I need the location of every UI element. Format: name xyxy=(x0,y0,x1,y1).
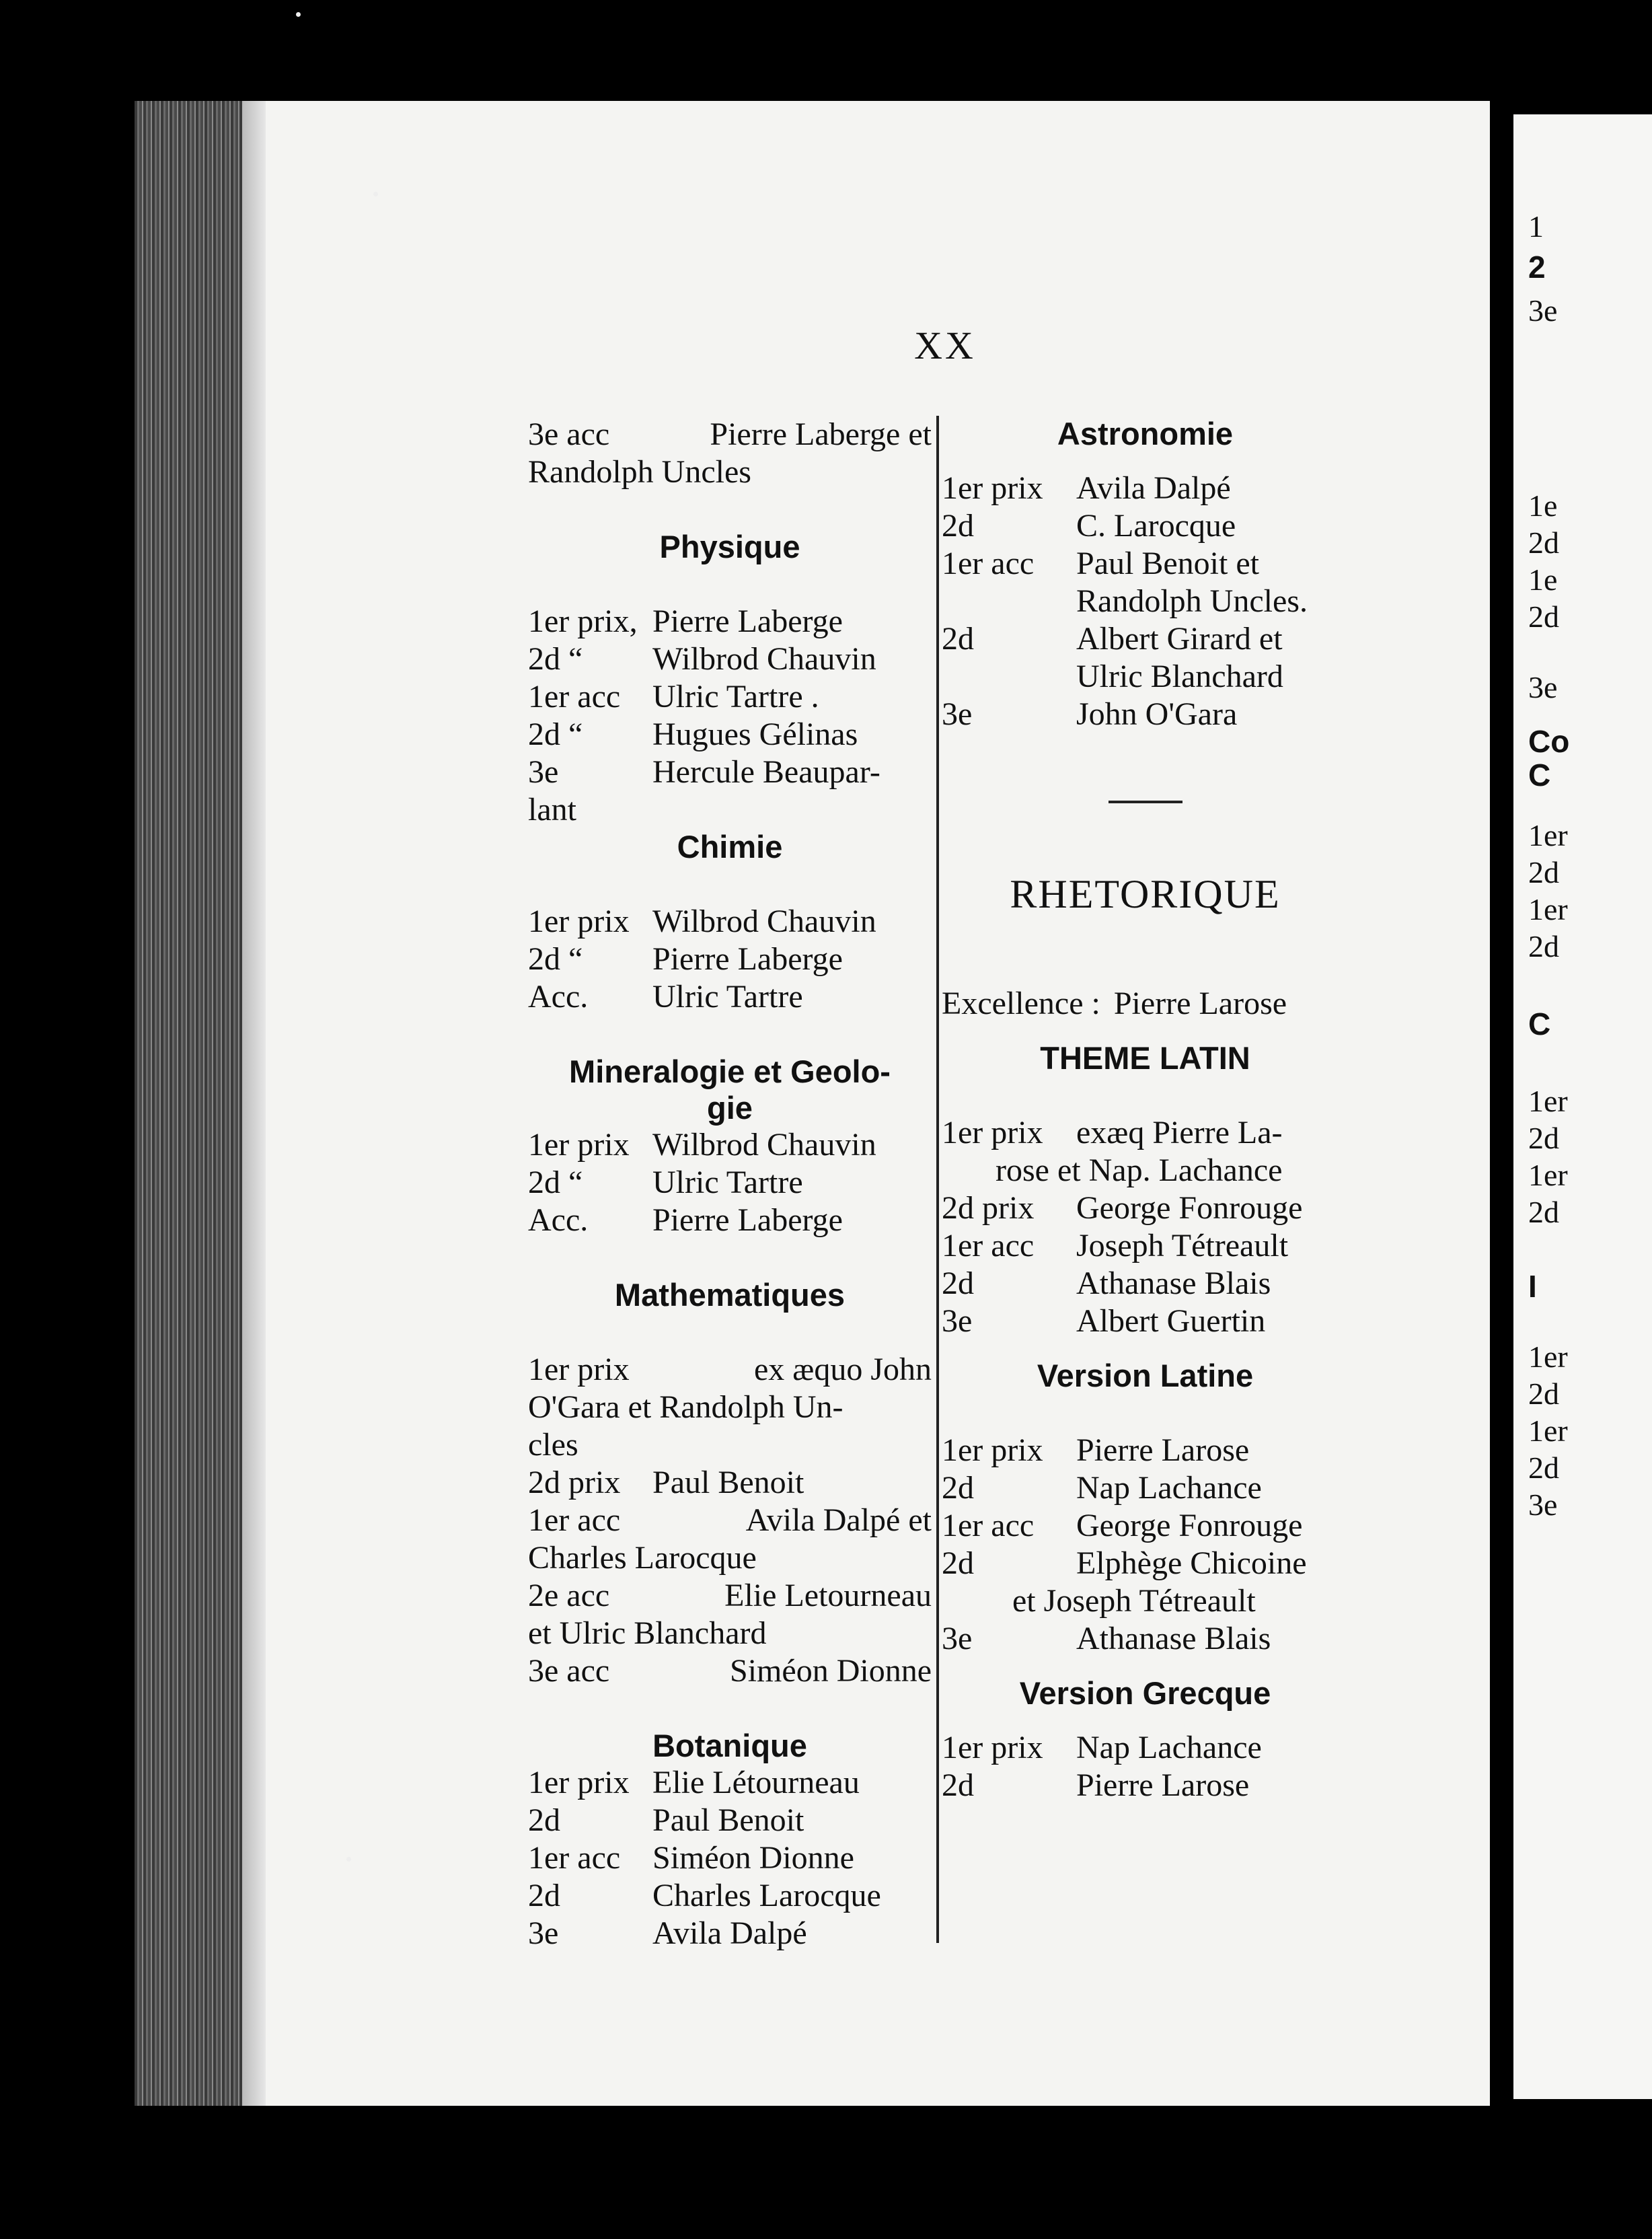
list-item xyxy=(528,1652,932,1690)
list-item xyxy=(942,1265,1349,1302)
prize-rank: 2d xyxy=(942,1767,974,1803)
list-item xyxy=(528,1577,932,1615)
list-item xyxy=(942,1189,1349,1227)
fragment-text: 1e xyxy=(1528,562,1558,597)
list-item xyxy=(528,1877,932,1915)
prize-winner: Elie Létourneau xyxy=(652,1765,860,1800)
list-item xyxy=(942,545,1349,583)
list-item xyxy=(528,978,932,1016)
prize-rank: 2d “ xyxy=(528,1165,583,1200)
prize-winner: Albert Girard et xyxy=(1076,621,1283,657)
prize-rank: 1er acc xyxy=(942,1508,1035,1543)
fragment-text: 1er xyxy=(1528,1084,1568,1118)
prize-winner: Pierre Larose xyxy=(1113,986,1287,1021)
prize-winner: cles xyxy=(528,1427,578,1463)
list-item xyxy=(528,640,932,678)
prize-rank: Acc. xyxy=(528,979,589,1015)
column-divider xyxy=(936,416,939,1943)
list-item xyxy=(942,1152,1349,1189)
list-item xyxy=(528,603,932,640)
prize-winner: George Fonrouge xyxy=(1076,1508,1303,1543)
page-edge xyxy=(242,101,269,2106)
prize-rank: 1er prix xyxy=(528,1765,630,1800)
list-item xyxy=(942,1620,1349,1658)
prize-rank: 2d xyxy=(942,508,974,544)
prize-winner: lant xyxy=(528,792,576,828)
section-title-astronomie: Astronomie xyxy=(1057,416,1234,451)
prize-rank: 1er acc xyxy=(528,1502,621,1538)
prize-rank: 2d xyxy=(528,1878,560,1913)
prize-rank: 3e xyxy=(942,1621,973,1656)
list-item xyxy=(528,678,932,716)
prize-winner: Nap Lachance xyxy=(1076,1730,1262,1765)
section-title-chimie: Chimie xyxy=(677,829,783,865)
section-title-physique: Physique xyxy=(659,529,800,564)
list-item xyxy=(528,1539,932,1577)
fragment-text: 1er xyxy=(1528,818,1568,852)
list-item xyxy=(942,1767,1349,1804)
list-item xyxy=(528,1502,932,1539)
section-title-mineralogie: Mineralogie et Geolo- xyxy=(569,1054,891,1089)
list-item xyxy=(528,1389,932,1426)
fragment-text: 2d xyxy=(1528,855,1559,889)
list-item xyxy=(528,791,932,829)
prize-winner: Paul Benoit et xyxy=(1076,546,1259,581)
prize-winner: et Ulric Blanchard xyxy=(528,1615,767,1651)
prize-rank: 2d “ xyxy=(528,717,583,752)
section-title-theme-latin: THEME LATIN xyxy=(1040,1040,1250,1076)
list-item xyxy=(528,1164,932,1202)
list-item xyxy=(528,1802,932,1839)
fragment-text: C xyxy=(1528,1006,1551,1041)
prize-winner: Ulric Tartre xyxy=(652,979,803,1015)
list-item xyxy=(528,941,932,978)
prize-rank: 2d xyxy=(942,1545,974,1581)
fragment-text: 3e xyxy=(1528,670,1558,704)
fragment-text: I xyxy=(1528,1269,1537,1304)
prize-rank: 3e xyxy=(942,696,973,732)
prize-rank: 3e xyxy=(942,1303,973,1339)
prize-winner: O'Gara et Randolph Un- xyxy=(528,1389,843,1425)
list-item xyxy=(942,1582,1349,1620)
list-item xyxy=(942,470,1349,507)
section-title-rhetorique: RHETORIQUE xyxy=(1010,872,1281,916)
prize-winner: Randolph Uncles. xyxy=(1076,583,1308,619)
list-item xyxy=(528,1764,932,1802)
prize-winner: Siméon Dionne xyxy=(652,1840,854,1876)
list-item xyxy=(528,903,932,941)
fragment-text: 2d xyxy=(1528,1195,1559,1229)
prize-winner: John O'Gara xyxy=(1076,696,1238,732)
prize-winner: Hercule Beaupar- xyxy=(652,754,880,790)
fragment-text: 2d xyxy=(1528,1451,1559,1485)
list-item xyxy=(942,507,1349,545)
prize-rank: 2d xyxy=(942,1265,974,1301)
adjacent-page-fragment xyxy=(1513,114,1652,2099)
list-item xyxy=(528,1426,932,1464)
list-item xyxy=(942,1507,1349,1545)
prize-rank: 2d prix xyxy=(942,1190,1035,1226)
prize-rank: 1er prix xyxy=(942,1432,1043,1468)
list-item xyxy=(528,1615,932,1652)
list-item xyxy=(528,1839,932,1877)
prize-winner: Hugues Gélinas xyxy=(652,717,858,752)
scan-speck xyxy=(346,1857,351,1862)
prize-rank: 2d xyxy=(942,621,974,657)
prize-rank: 1er prix xyxy=(942,1115,1043,1150)
prize-rank: 3e acc xyxy=(528,416,610,452)
prize-winner: Wilbrod Chauvin xyxy=(652,1127,876,1163)
prize-winner: rose et Nap. Lachance xyxy=(996,1152,1283,1188)
prize-rank: 2d “ xyxy=(528,941,583,977)
prize-winner: Pierre Larose xyxy=(1076,1432,1250,1468)
fragment-text: 1er xyxy=(1528,892,1568,926)
prize-rank: 2e acc xyxy=(528,1578,610,1613)
list-item xyxy=(528,453,932,491)
prize-winner: Elie Letourneau xyxy=(724,1578,932,1613)
prize-winner: Paul Benoit xyxy=(652,1465,804,1500)
prize-winner: Charles Larocque xyxy=(528,1540,757,1576)
prize-winner: Athanase Blais xyxy=(1076,1621,1271,1656)
prize-winner: C. Larocque xyxy=(1076,508,1236,544)
prize-winner: Athanase Blais xyxy=(1076,1265,1271,1301)
prize-rank: 2d prix xyxy=(528,1465,621,1500)
prize-winner: ex æquo John xyxy=(754,1352,932,1387)
fragment-text: 2d xyxy=(1528,599,1559,634)
list-item xyxy=(942,1432,1349,1469)
list-item xyxy=(942,583,1349,620)
list-item xyxy=(942,1729,1349,1767)
fragment-text: 1er xyxy=(1528,1414,1568,1448)
section-title-botanique: Botanique xyxy=(652,1728,807,1763)
fragment-text: Co xyxy=(1528,724,1570,759)
prize-rank: 3e xyxy=(528,754,559,790)
fragment-text: 1er xyxy=(1528,1339,1568,1374)
prize-winner: Pierre Laberge xyxy=(652,603,843,639)
fragment-text: 3e xyxy=(1528,293,1558,328)
prize-winner: Pierre Larose xyxy=(1076,1767,1250,1803)
list-item xyxy=(942,620,1349,658)
left-column xyxy=(528,416,932,1952)
page-number: XX xyxy=(914,324,976,367)
prize-winner: Paul Benoit xyxy=(652,1802,804,1838)
fragment-text: 2d xyxy=(1528,525,1559,560)
list-item xyxy=(942,658,1349,696)
prize-winner: Avila Dalpé et xyxy=(745,1502,932,1538)
list-item xyxy=(942,1114,1349,1152)
prize-winner: Wilbrod Chauvin xyxy=(652,904,876,939)
list-item xyxy=(942,1302,1349,1340)
list-item xyxy=(528,416,932,453)
prize-winner: Siméon Dionne xyxy=(730,1653,932,1689)
fragment-text: 1e xyxy=(1528,488,1558,523)
fragment-text: 1 xyxy=(1528,209,1544,244)
prize-winner: exæq Pierre La- xyxy=(1076,1115,1283,1150)
right-column xyxy=(942,416,1349,1804)
prize-winner: Charles Larocque xyxy=(652,1878,881,1913)
prize-rank: 3e xyxy=(528,1915,559,1951)
fragment-text: 3e xyxy=(1528,1488,1558,1522)
prize-rank: 1er acc xyxy=(942,1228,1035,1263)
prize-rank: 2d xyxy=(528,1802,560,1838)
fragment-text: 1er xyxy=(1528,1158,1568,1192)
section-title-mineralogie-cont: gie xyxy=(707,1090,753,1126)
list-item xyxy=(528,716,932,754)
list-item xyxy=(942,1545,1349,1582)
fragment-text: 2d xyxy=(1528,1121,1559,1155)
list-item xyxy=(528,1126,932,1164)
prize-winner: Pierre Laberge et xyxy=(710,416,932,452)
list-item xyxy=(942,1469,1349,1507)
prize-winner: Wilbrod Chauvin xyxy=(652,641,876,677)
prize-rank: 1er prix xyxy=(528,1127,630,1163)
fragment-text: 2d xyxy=(1528,929,1559,963)
prize-rank: Acc. xyxy=(528,1202,589,1238)
prize-winner: Pierre Laberge xyxy=(652,1202,843,1238)
prize-rank: 1er prix xyxy=(942,1730,1043,1765)
section-title-version-latine: Version Latine xyxy=(1037,1358,1254,1393)
list-item xyxy=(528,1202,932,1239)
section-title-mathematiques: Mathematiques xyxy=(614,1277,846,1313)
prize-winner: Nap Lachance xyxy=(1076,1470,1262,1506)
list-item xyxy=(942,985,1349,1023)
prize-winner: Ulric Tartre . xyxy=(652,679,819,714)
prize-winner: et Joseph Tétreault xyxy=(1012,1583,1256,1619)
prize-winner: George Fonrouge xyxy=(1076,1190,1303,1226)
list-item xyxy=(528,754,932,791)
section-title-version-grecque: Version Grecque xyxy=(1019,1675,1271,1711)
prize-winner: Ulric Blanchard xyxy=(1076,659,1283,694)
prize-winner: Albert Guertin xyxy=(1076,1303,1266,1339)
scan-speck xyxy=(296,12,301,17)
list-item xyxy=(942,1227,1349,1265)
scan-speck xyxy=(373,192,378,196)
prize-rank: 3e acc xyxy=(528,1653,610,1689)
list-item xyxy=(528,1351,932,1389)
prize-winner: Joseph Tétreault xyxy=(1076,1228,1289,1263)
prize-rank: 1er acc xyxy=(528,1840,621,1876)
fragment-text: C xyxy=(1528,758,1551,793)
prize-rank: 1er prix xyxy=(942,470,1043,506)
prize-winner: Avila Dalpé xyxy=(1076,470,1231,506)
prize-winner: Avila Dalpé xyxy=(652,1915,807,1951)
prize-winner: Pierre Laberge xyxy=(652,941,843,977)
list-item xyxy=(528,1915,932,1952)
prize-winner: Ulric Tartre xyxy=(652,1165,803,1200)
prize-rank: 1er prix xyxy=(528,1352,630,1387)
fragment-text: 2 xyxy=(1528,250,1546,285)
list-item xyxy=(942,696,1349,733)
prize-rank: 1er acc xyxy=(528,679,621,714)
prize-rank: 2d “ xyxy=(528,641,583,677)
excellence-label: Excellence : xyxy=(942,986,1100,1021)
prize-winner: Elphège Chicoine xyxy=(1076,1545,1307,1581)
prize-rank: 1er acc xyxy=(942,546,1035,581)
prize-winner: Randolph Uncles xyxy=(528,454,751,490)
prize-rank: 1er prix, xyxy=(528,603,638,639)
prize-rank: 1er prix xyxy=(528,904,630,939)
fragment-text: 2d xyxy=(1528,1377,1559,1411)
prize-rank: 2d xyxy=(942,1470,974,1506)
list-item xyxy=(528,1464,932,1502)
